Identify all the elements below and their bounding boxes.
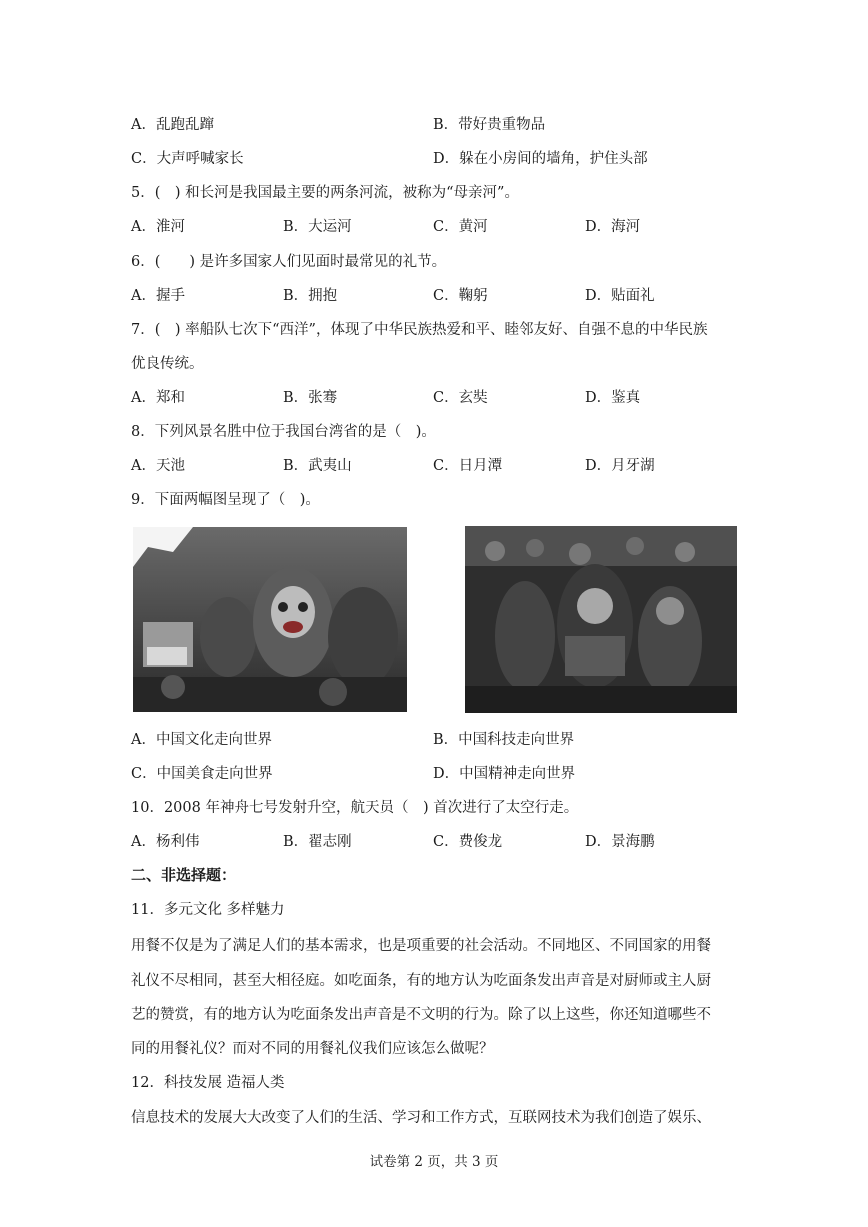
q8-option-d: D．月牙湖 [585,458,655,474]
q9-option-d: D．中国精神走向世界 [433,766,576,782]
q9-option-b: B．中国科技走向世界 [433,732,575,748]
q6-option-d: D．贴面礼 [585,288,655,304]
q6-option-b: B．拥抱 [283,288,338,304]
q11-line2: 礼仪不尽相同，甚至大相径庭。如吃面条，有的地方认为吃面条发出声音是对厨师或主人厨 [131,973,711,989]
q7-option-d: D．鉴真 [585,390,641,406]
q6-option-c: C．鞠躬 [433,288,488,304]
q10-option-c: C．费俊龙 [433,834,503,850]
q4-option-c: C．大声呼喊家长 [131,151,244,167]
q9-photo-right [465,526,737,713]
q8-option-c: C．日月潭 [433,458,503,474]
q12-line1: 信息技术的发展大大改变了人们的生活、学习和工作方式，互联网技术为我们创造了娱乐、 [131,1110,711,1126]
q11-line4: 同的用餐礼仪？而对不同的用餐礼仪我们应该怎么做呢？ [131,1041,494,1057]
q7-stem-line1: 7．( ) 率船队七次下“西洋”，体现了中华民族热爱和平、睦邻友好、自强不息的中华民族 [131,322,708,338]
q5-option-c: C．黄河 [433,219,488,235]
q4-option-b: B．带好贵重物品 [433,117,546,133]
q11-title: 11．多元文化 多样魅力 [131,902,285,918]
q5-option-a: A．淮河 [131,219,185,235]
q11-line3: 艺的赞赏，有的地方认为吃面条发出声音是不文明的行为。除了以上这些，你还知道哪些不 [131,1007,711,1023]
q8-option-b: B．武夷山 [283,458,352,474]
q12-title: 12．科技发展 造福人类 [131,1075,285,1091]
q7-option-b: B．张骞 [283,390,338,406]
q10-option-b: B．翟志刚 [283,834,352,850]
q11-line1: 用餐不仅是为了满足人们的基本需求，也是项重要的社会活动。不同地区、不同国家的用餐 [131,938,711,954]
q7-option-a: A．郑和 [131,390,185,406]
q9-option-c: C．中国美食走向世界 [131,766,273,782]
page-footer: 试卷第 2 页，共 3 页 [369,1154,499,1170]
q6-stem: 6．( ) 是许多国家人们见面时最常见的礼节。 [131,254,447,270]
q7-stem-line2: 优良传统。 [131,356,204,372]
q8-stem: 8．下列风景名胜中位于我国台湾省的是（ )。 [131,424,436,440]
q10-stem: 10．2008 年神舟七号发射升空，航天员（ ) 首次进行了太空行走。 [131,800,579,816]
q5-stem: 5．( ) 和长河是我国最主要的两条河流，被称为“母亲河”。 [131,185,519,201]
q9-stem: 9．下面两幅图呈现了（ )。 [131,492,320,508]
q4-option-d: D．躲在小房间的墙角，护住头部 [433,151,648,167]
q9-option-a: A．中国文化走向世界 [131,732,272,748]
q6-option-a: A．握手 [131,288,185,304]
q10-option-a: A．杨利伟 [131,834,200,850]
section-title: 二、非选择题： [131,866,237,884]
q5-option-d: D．海河 [585,219,641,235]
q9-photo-left [133,527,407,712]
q4-option-a: A．乱跑乱蹿 [131,117,214,133]
q5-option-b: B．大运河 [283,219,352,235]
q8-option-a: A．天池 [131,458,185,474]
q10-option-d: D．景海鹏 [585,834,655,850]
q7-option-c: C．玄奘 [433,390,488,406]
